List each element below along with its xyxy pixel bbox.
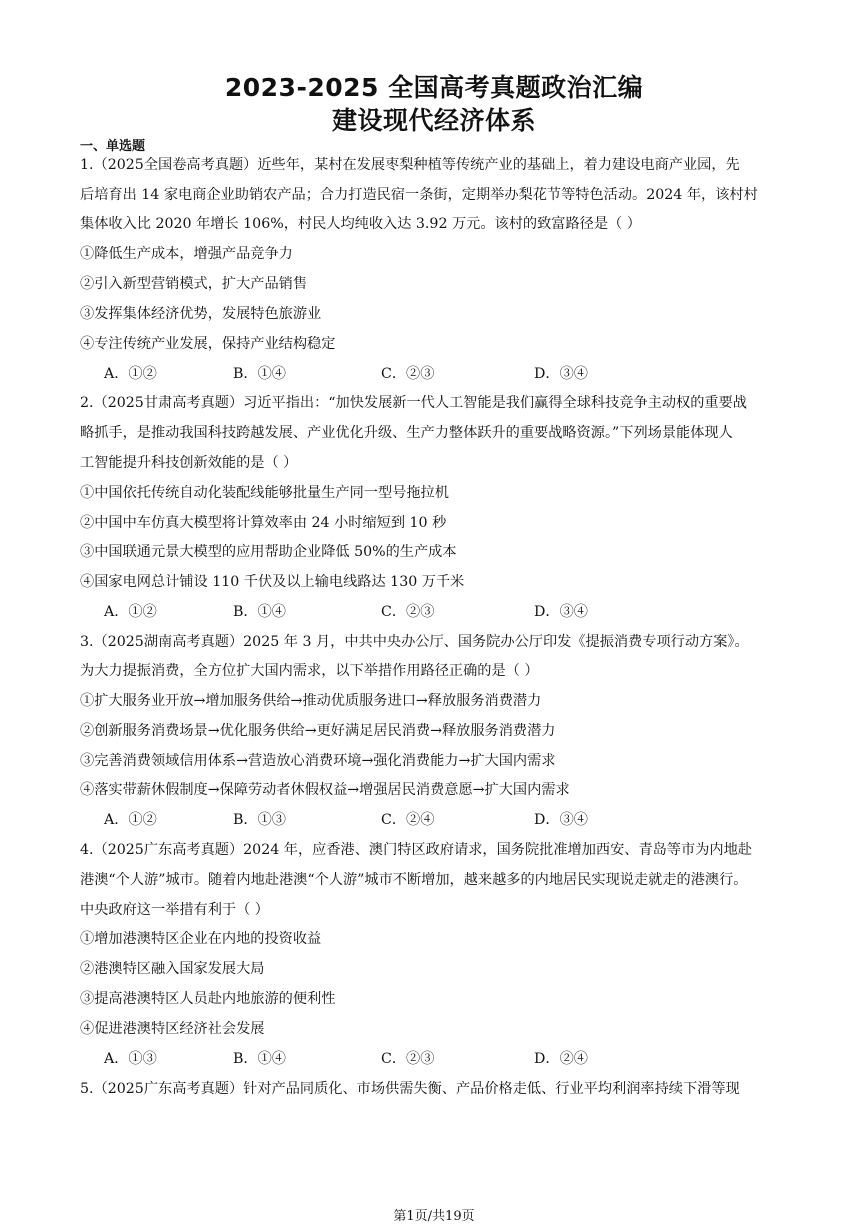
question-4-stem-line-2: 港澳“个人游”城市。随着内地赴港澳“个人游”城市不断增加，越来越多的内地居民实现说走就走的港澳行。 [80,872,748,888]
question-2-option-a: A．①② [104,604,157,620]
question-2-statement-4: ④国家电网总计铺设 110 千伏及以上输电线路达 130 万千米 [80,574,465,590]
section-heading: 一、单选题 [80,139,146,154]
question-5-stem-line-1: 5.（2025广东高考真题）针对产品同质化、市场供需失衡、产品价格走低、行业平均利润率持续下滑等现 [80,1081,740,1097]
question-4-statement-3: ③提高港澳特区人员赴内地旅游的便利性 [80,991,336,1007]
question-2-statement-2: ②中国中车仿真大模型将计算效率由 24 小时缩短到 10 秒 [80,515,447,531]
question-2-option-d: D．③④ [534,604,588,620]
question-4-stem-line-1: 4.（2025广东高考真题）2024 年，应香港、澳门特区政府请求，国务院批准增加西安、青岛等市为内地赴 [80,842,752,858]
question-3-statement-1: ①扩大服务业开放→增加服务供给→推动优质服务进口→释放服务消费潜力 [80,693,542,709]
question-1-stem-line-2: 后培育出 14 家电商企业助销农产品；合力打造民宿一条街，定期举办梨花节等特色活动。2024 年，该村村 [80,187,758,203]
page-footer: 第1页/共19页 [393,1209,475,1224]
question-2-options [104,602,664,622]
question-3-options [104,810,664,830]
question-3-stem-line-1: 3.（2025湖南高考真题）2025 年 3 月，中共中央办公厅、国务院办公厅印发《提振消费专项行动方案》。 [80,634,749,650]
question-3-stem-line-2: 为大力提振消费，全方位扩大国内需求，以下举措作用路径正确的是（ ） [80,663,539,679]
question-1-stem-line-3: 集体收入比 2020 年增长 106%，村民人均纯收入达 3.92 万元。该村的致富路径是（ ） [80,216,641,232]
question-1-statement-2: ②引入新型营销模式，扩大产品销售 [80,276,308,292]
document-title-line2: 建设现代经济体系 [331,106,536,135]
question-4-statement-2: ②港澳特区融入国家发展大局 [80,961,265,977]
question-1-option-d: D．③④ [534,366,588,382]
question-4-statement-1: ①增加港澳特区企业在内地的投资收益 [80,931,322,947]
question-1-option-c: C．②③ [381,366,435,382]
document-title-line1: 2023-2025 全国高考真题政治汇编 [224,73,644,102]
question-2-option-c: C．②③ [381,604,435,620]
question-3-option-a: A．①② [104,812,157,828]
question-1-option-b: B．①④ [233,366,286,382]
question-2-statement-1: ①中国依托传统自动化装配线能够批量生产同一型号拖拉机 [80,485,449,501]
question-4-statement-4: ④促进港澳特区经济社会发展 [80,1021,265,1037]
question-1-statement-3: ③发挥集体经济优势，发展特色旅游业 [80,306,322,322]
question-1-statement-4: ④专注传统产业发展，保持产业结构稳定 [80,336,336,352]
question-1-options [104,364,664,384]
question-4-option-c: C．②③ [381,1051,435,1067]
question-3-option-d: D．③④ [534,812,588,828]
question-1-statement-1: ①降低生产成本，增强产品竞争力 [80,246,293,262]
question-4-options [104,1049,664,1069]
question-2-stem-line-1: 2.（2025甘肃高考真题）习近平指出：“加快发展新一代人工智能是我们赢得全球科技竞争主动权的重要战 [80,395,747,411]
question-2-option-b: B．①④ [233,604,286,620]
question-3-statement-2: ②创新服务消费场景→优化服务供给→更好满足居民消费→释放服务消费潜力 [80,723,556,739]
question-2-stem-line-3: 工智能提升科技创新效能的是（ ） [80,455,298,471]
question-2-statement-3: ③中国联通元景大模型的应用帮助企业降低 50%的生产成本 [80,544,457,560]
question-4-option-a: A．①③ [104,1051,157,1067]
question-3-statement-3: ③完善消费领域信用体系→营造放心消费环境→强化消费能力→扩大国内需求 [80,753,556,769]
question-2-stem-line-2: 略抓手，是推动我国科技跨越发展、产业优化升级、生产力整体跃升的重要战略资源。”下列场景能体现人 [80,425,733,441]
question-1-stem-line-1: 1.（2025全国卷高考真题）近些年，某村在发展枣梨种植等传统产业的基础上，着力建设电商产业园，先 [80,157,740,173]
question-3-option-c: C．②④ [381,812,435,828]
question-4-option-d: D．②④ [534,1051,588,1067]
question-4-stem-line-3: 中央政府这一举措有利于（ ） [80,902,269,918]
question-3-option-b: B．①③ [233,812,286,828]
question-4-option-b: B．①④ [233,1051,286,1067]
question-3-statement-4: ④落实带薪休假制度→保障劳动者休假权益→增强居民消费意愿→扩大国内需求 [80,782,570,798]
question-1-option-a: A．①② [104,366,157,382]
